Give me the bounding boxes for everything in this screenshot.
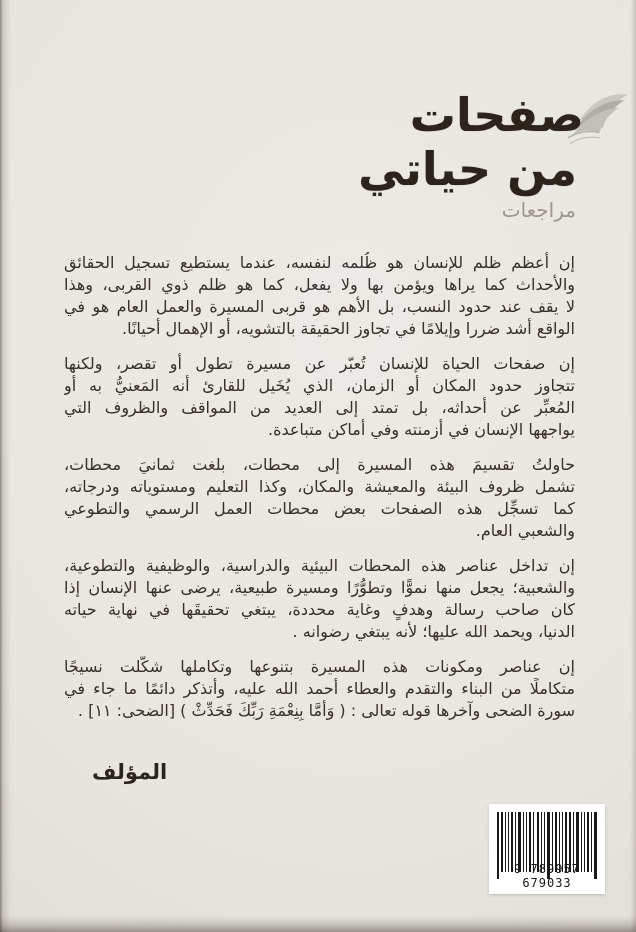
text-line: كما تسجِّل هذه الصفحات بعض محطات العمل الرسمي والتطوعي [64,499,575,518]
book-title-line1: صفحات [409,88,584,142]
author-signature: المؤلف [92,760,168,784]
text-line: يواجهها الإنسان في أزمنته وفي أماكن متباعدة. [268,420,575,439]
text-line: إن عناصر ومكونات هذه المسيرة بتنوعها وتكاملها شكَّلت نسيجًا [64,657,575,676]
text-line: والشعبية؛ يجعل منها نموًّا وتطوُّرًا ومسيرة طبيعية، يرضى عنها الإنسان إذا [64,578,575,597]
text-line: إن تداخل عناصر هذه المحطات البيئية والدراسية، والوظيفية والتطوعية، [64,556,575,575]
text-line: إن أعظم ظلم للإنسان هو ظُلمه لنفسه، عندما يستطيع تسجيل الحقائق [64,253,575,272]
text-line: سورة الضحى وآخرها قوله تعالى : ( وَأَمَّا بِنِعْمَةِ رَبِّكَ فَحَدِّثْ ) [الضحى: ١١] . [77,701,575,720]
paragraph [64,252,575,340]
text-line: المُعبِّر عن أحداثه، بل تمتد إلى العديد من المواقف والظروف التي [64,398,575,417]
back-cover-blurb [64,252,575,735]
text-line: والشعبي العام. [475,521,575,540]
isbn-number: 9 789957 679033 [514,862,580,890]
paragraph [64,353,575,441]
text-line: إن صفحات الحياة للإنسان تُعبّر عن مسيرة تطول أو تقصر، ولكنها [64,354,575,373]
isbn-barcode [489,804,605,894]
paragraph [64,555,575,643]
text-line: حاولتُ تقسيمَ هذه المسيرة إلى محطات، بلغت ثمانيَ محطات، [64,455,575,474]
text-line: الدنيا، ويحمد الله عليها؛ لأنه يبتغي رضوانه . [292,622,575,641]
text-line: الواقع أشد ضررا وإيلامًا في تجاوز الحقيقة بالتشويه، أو الإهمال أحيانًا. [122,319,575,338]
text-line: لا يقف عند حدود النسب، بل الأهم هو قربى المسيرة والعمل العام هو في [64,297,575,316]
text-line: كان صاحب رسالة وهدفٍ وغاية محددة، يبتغي تحقيقَها في نهاية حياته [64,600,575,619]
text-line: والأحداث كما يراها ويؤمن بها ولا يفعل، كما هو ظلم ذوي القربى، وهذا [64,275,575,294]
text-line: تشمل ظروف البيئة والمعيشة والمكان، وكذا التعليم ومستوياته ودرجاته، [64,477,575,496]
book-subtitle: مراجعات [501,198,576,222]
book-title-line2: من حياتي [358,142,577,196]
paragraph [64,656,575,722]
paragraph [64,454,575,542]
text-line: تتجاوز حدود المكان أو الزمان، الذي يُخَيل للقارئ أنه المَعنيُّ به أو [64,376,575,395]
text-line: متكاملًا من البناء والتقدم والعطاء أحمد الله عليه، وأتذكر دائمًا ما جاء في [64,679,575,698]
